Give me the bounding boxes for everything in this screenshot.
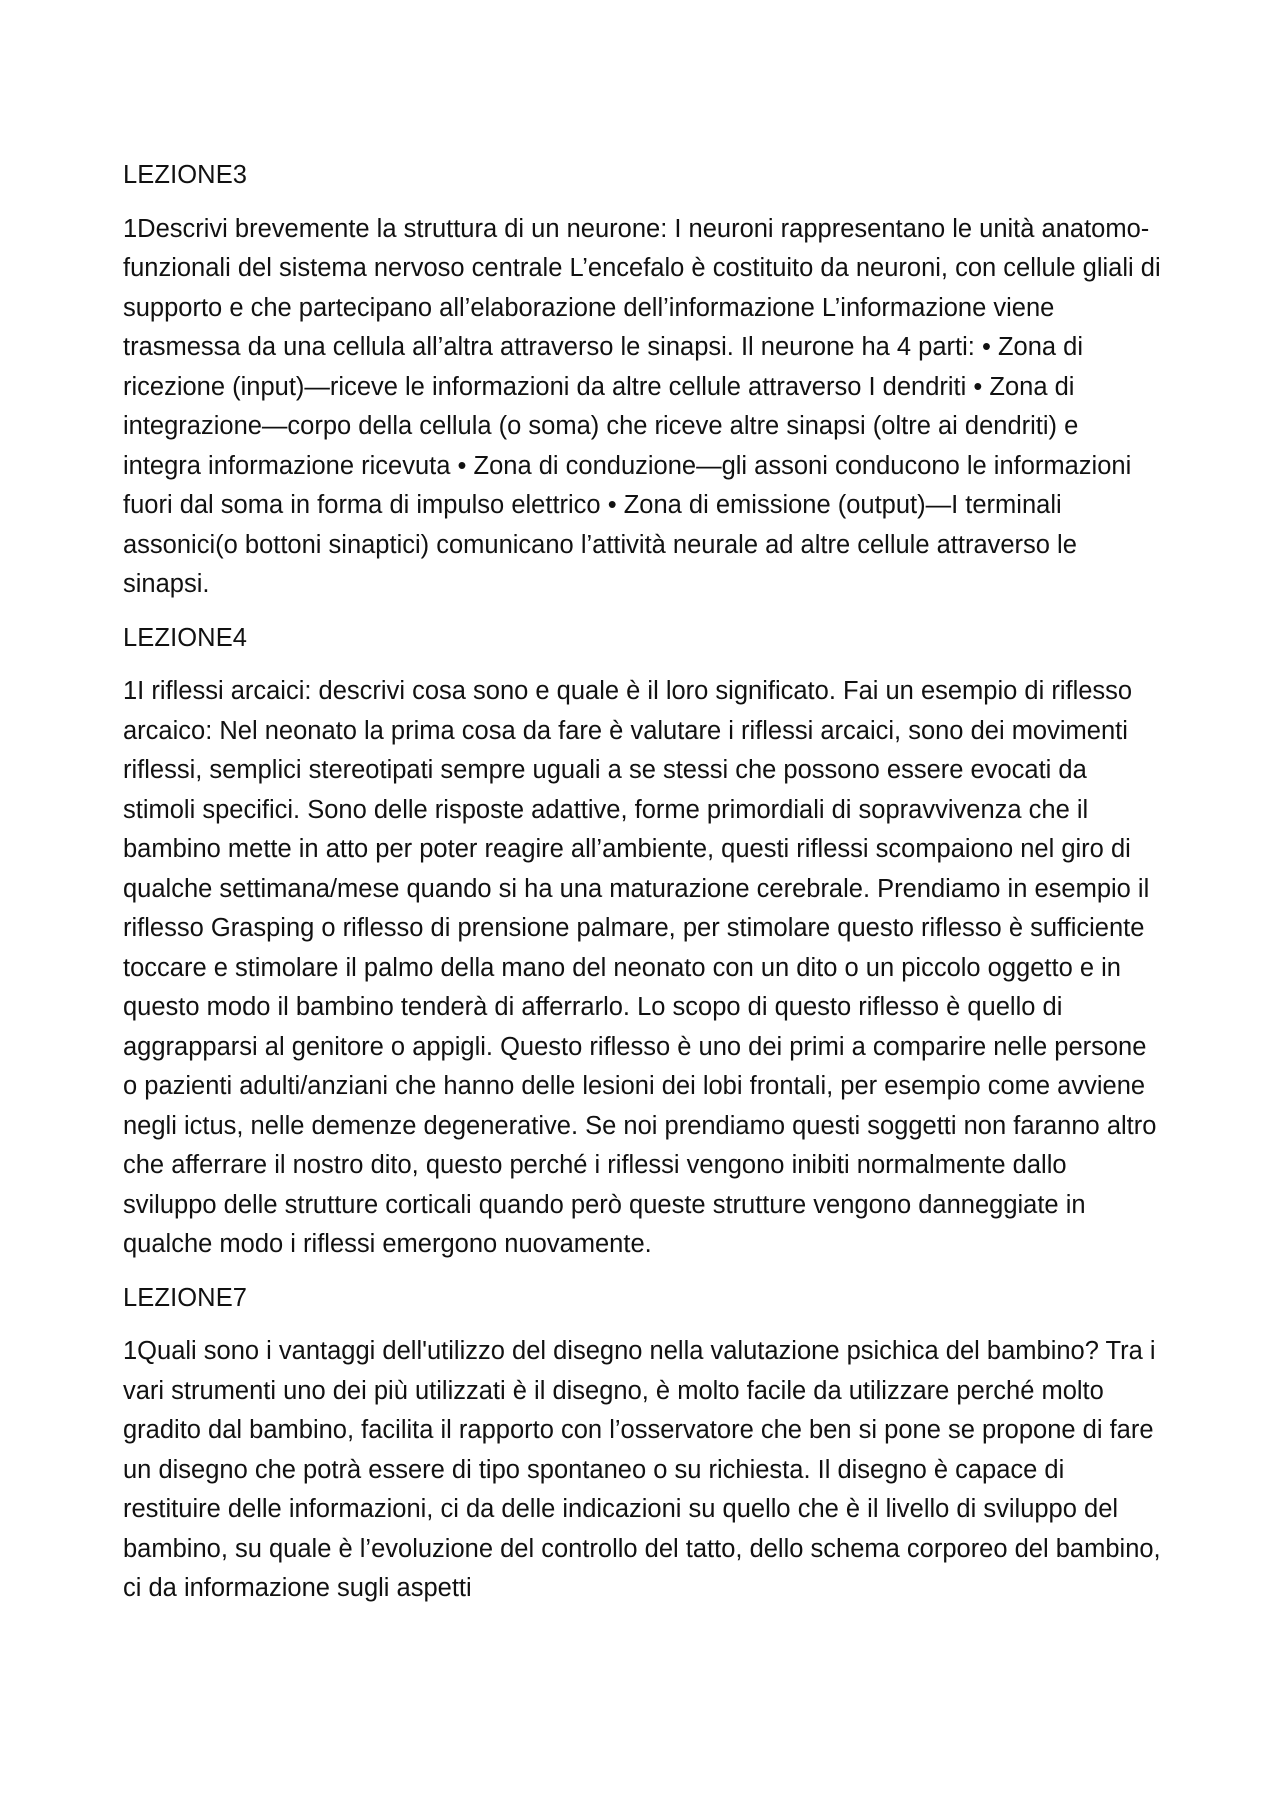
section-heading: LEZIONE4 <box>123 623 248 652</box>
document-page <box>123 156 1163 1623</box>
section-paragraph: 1Descrivi brevemente la struttura di un neurone: I neuroni rappresentano le unità anatomo-funzionali del sistema nervoso centrale L’encefalo è costituito da neuroni, con cellule gliali di supporto e che partecipano all’elaborazione dell’informazione L’informazione viene trasmessa da una cellula all’altra attraverso le sinapsi. Il neurone ha 4 parti: • Zona di ricezione (input)—riceve le informazioni da altre cellule attraverso I dendriti • Zona di integrazione—corpo della cellula (o soma) che riceve altre sinapsi (oltre ai dendriti) e integra informazione ricevuta • Zona di conduzione—gli assoni conducono le informazioni fuori dal soma in forma di impulso elettrico • Zona di emissione (output)—I terminali assonici(o bottoni sinaptici) comunicano l’attività neurale ad altre cellule attraverso le sinapsi. <box>123 214 1161 598</box>
section-heading: LEZIONE3 <box>123 161 248 189</box>
section-paragraph: 1I riflessi arcaici: descrivi cosa sono e quale è il loro significato. Fai un esempio di riflesso arcaico: Nel neonato la prima cosa da fare è valutare i riflessi arcaici, sono dei movimenti riflessi, semplici stereotipati sempre uguali a se stessi che possono essere evocati da stimoli specifici. Sono delle risposte adattive, forme primordiali di sopravvivenza che il bambino mette in atto per poter reagire all’ambiente, questi riflessi scompaiono nel giro di qualche settimana/mese quando si ha una maturazione cerebrale. Prendiamo in esempio il riflesso Grasping o riflesso di prensione palmare, per stimolare questo riflesso è sufficiente toccare e stimolare il palmo della mano del neonato con un dito o un piccolo oggetto e in questo modo il bambino tenderà di afferrarlo. Lo scopo di questo riflesso è quello di aggrapparsi al genitore o appigli. Questo riflesso è uno dei primi a comparire nelle persone o pazienti adulti/anziani che hanno delle lesioni dei lobi frontali, per esempio come avviene negli ictus, nelle demenze degenerative. Se noi prendiamo questi soggetti non faranno altro che afferrare il nostro dito, questo perché i riflessi vengono inibiti normalmente dallo sviluppo delle strutture corticali quando però queste strutture vengono danneggiate in qualche modo i riflessi emergono nuovamente. <box>123 677 1157 1258</box>
section-paragraph: 1Quali sono i vantaggi dell'utilizzo del disegno nella valutazione psichica del bambino? Tra i vari strumenti uno dei più utilizzati è il disegno, è molto facile da utilizzare perché molto gradito dal bambino, facilita il rapporto con l’osservatore che ben si pone se propone di fare un disegno che potrà essere di tipo spontaneo o su richiesta. Il disegno è capace di restituire delle informazioni, ci da delle indicazioni su quello che è il livello di sviluppo del bambino, su quale è l’evoluzione del controllo del tatto, dello schema corporeo del bambino, ci da informazione sugli aspetti <box>123 1337 1161 1602</box>
section-heading: LEZIONE7 <box>123 1283 248 1312</box>
